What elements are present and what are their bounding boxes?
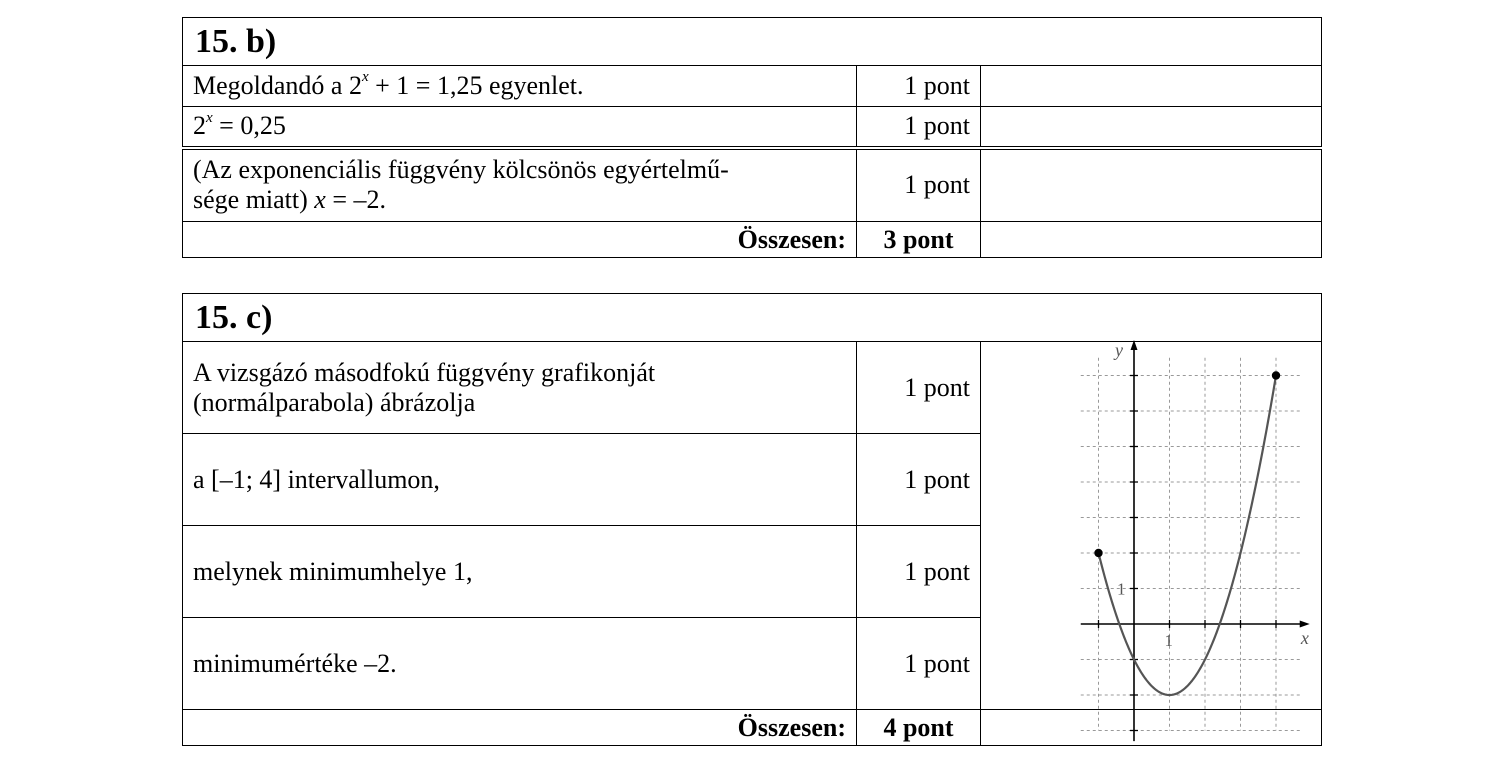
row-text: melynek minimumhelye 1, [183, 526, 857, 618]
total-points: 4 pont [857, 710, 981, 746]
x-axis-arrow [1300, 620, 1310, 627]
parabola-curve [1099, 375, 1277, 695]
row-points: 1 pont [857, 526, 981, 618]
table-row [183, 66, 1322, 107]
x-axis-label: x [1300, 627, 1309, 648]
row-text: Megoldandó a $2^x + 1 = 1,25$ egyenlet. [183, 66, 857, 107]
part-title: 15. b) [183, 18, 1322, 66]
row-points: 1 pont [857, 618, 981, 710]
row-points: 1 pont [857, 434, 981, 526]
row-points: 1 pont [857, 66, 981, 107]
part-title: 15. c) [183, 294, 1322, 342]
y-axis-arrow [1131, 340, 1138, 350]
endpoint-dot [1272, 371, 1280, 379]
endpoint-dot [1094, 548, 1102, 556]
row-text: $2^x = 0,25$ [183, 107, 857, 148]
total-label: Összesen: [183, 710, 857, 746]
row-points: 1 pont [857, 148, 981, 222]
total-label: Összesen: [183, 222, 857, 258]
total-row [183, 710, 1322, 746]
y-axis-label: y [1115, 339, 1123, 360]
graph-cell [981, 339, 1322, 710]
y-tick-label: 1 [1117, 579, 1126, 598]
notes-cell [981, 222, 1322, 258]
score-table-15b [182, 17, 1322, 258]
row-points: 1 pont [857, 342, 981, 434]
notes-cell [981, 710, 1322, 746]
row-text: a [–1; 4] intervallumon, [183, 434, 857, 526]
total-row [183, 222, 1322, 258]
row-text: minimumértéke –2. [183, 618, 857, 710]
x-tick-label: 1 [1164, 630, 1173, 650]
table-row [183, 148, 1322, 222]
row-text: A vizsgázó másodfokú függvény grafikonját (normálparabola) ábrázolja [183, 342, 857, 434]
notes-cell [981, 148, 1322, 222]
row-text: (Az exponenciális függvény kölcsönös egyértelmű- sége miatt) x = –2. [183, 148, 857, 222]
score-table-15c [182, 293, 1322, 746]
notes-cell [981, 66, 1322, 107]
total-points: 3 pont [857, 222, 981, 258]
table-row [183, 342, 1322, 434]
table-row [183, 107, 1322, 148]
notes-cell [981, 107, 1322, 148]
row-points: 1 pont [857, 107, 981, 148]
parabola-graph [1021, 339, 1309, 707]
